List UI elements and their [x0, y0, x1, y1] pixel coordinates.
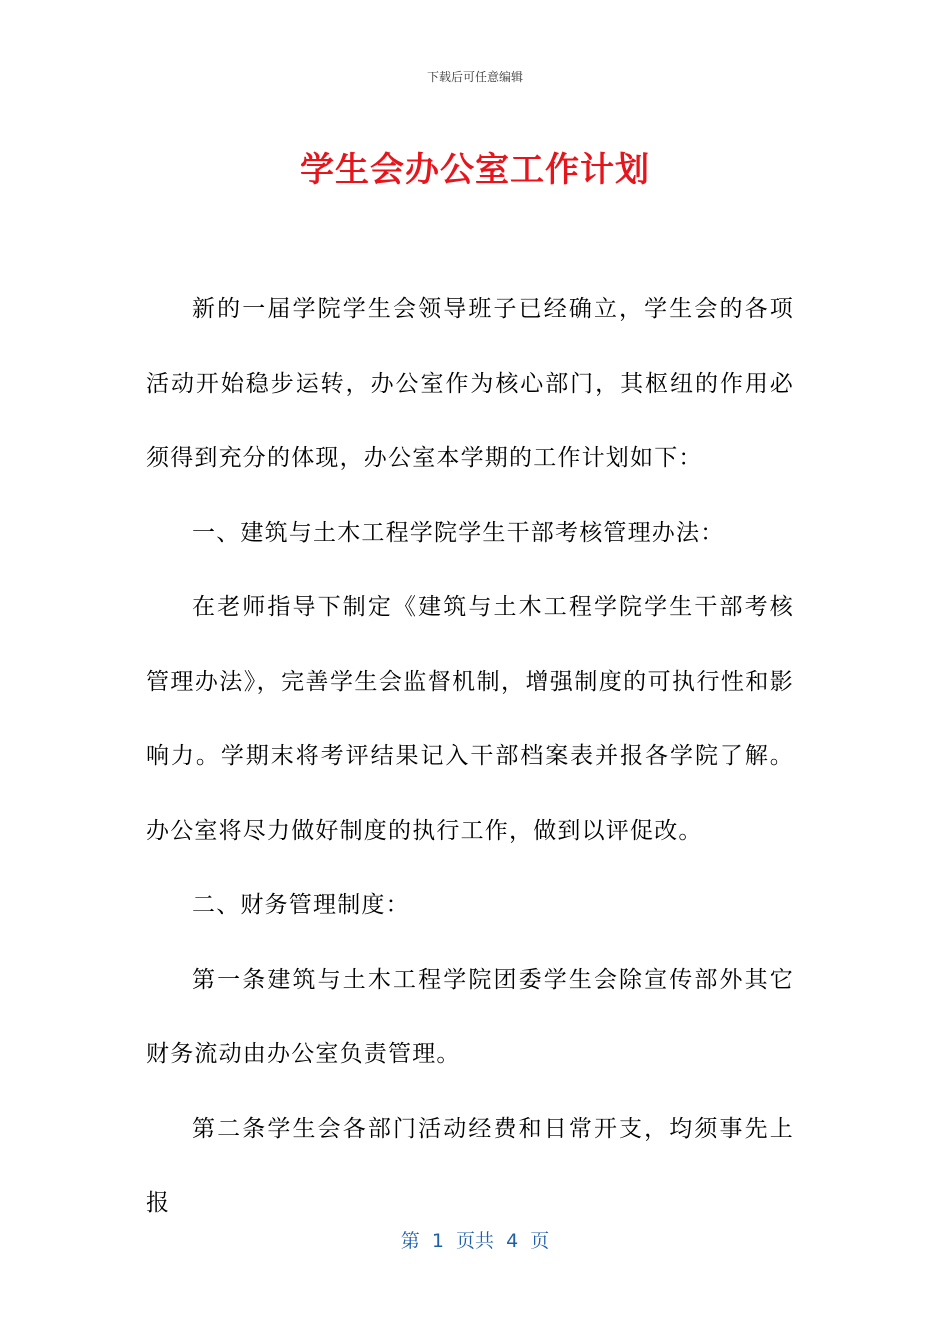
section-heading-1: 一、建筑与土木工程学院学生干部考核管理办法： [192, 519, 725, 546]
document-title: 学生会办公室工作计划 [300, 150, 650, 190]
paragraph-article-1: 第一条建筑与土木工程学院团委学生会除宣传部外其它财务流动由办公室负责管理。 [146, 966, 794, 1067]
header-note: 下载后可任意编辑 [426, 70, 523, 84]
paragraph-intro: 新的一届学院学生会领导班子已经确立，学生会的各项活动开始稳步运转，办公室作为核心部门，其枢纽的作用必须得到充分的体现，办公室本学期的工作计划如下： [146, 296, 794, 471]
paragraph-article-2: 第二条学生会各部门活动经费和日常开支，均须事先上报 [146, 1115, 794, 1216]
paragraph-section-1: 在老师指导下制定《建筑与土木工程学院学生干部考核管理办法》，完善学生会监督机制，增强制度的可执行性和影响力。学期末将考评结果记入干部档案表并报各学院了解。办公室将尽力做好制度的执行工作，做到以评促改。 [146, 594, 794, 844]
page-number: 第 1 页共 4 页 [400, 1230, 550, 1252]
section-heading-2: 二、财务管理制度： [192, 892, 410, 918]
document-body [146, 272, 794, 1241]
